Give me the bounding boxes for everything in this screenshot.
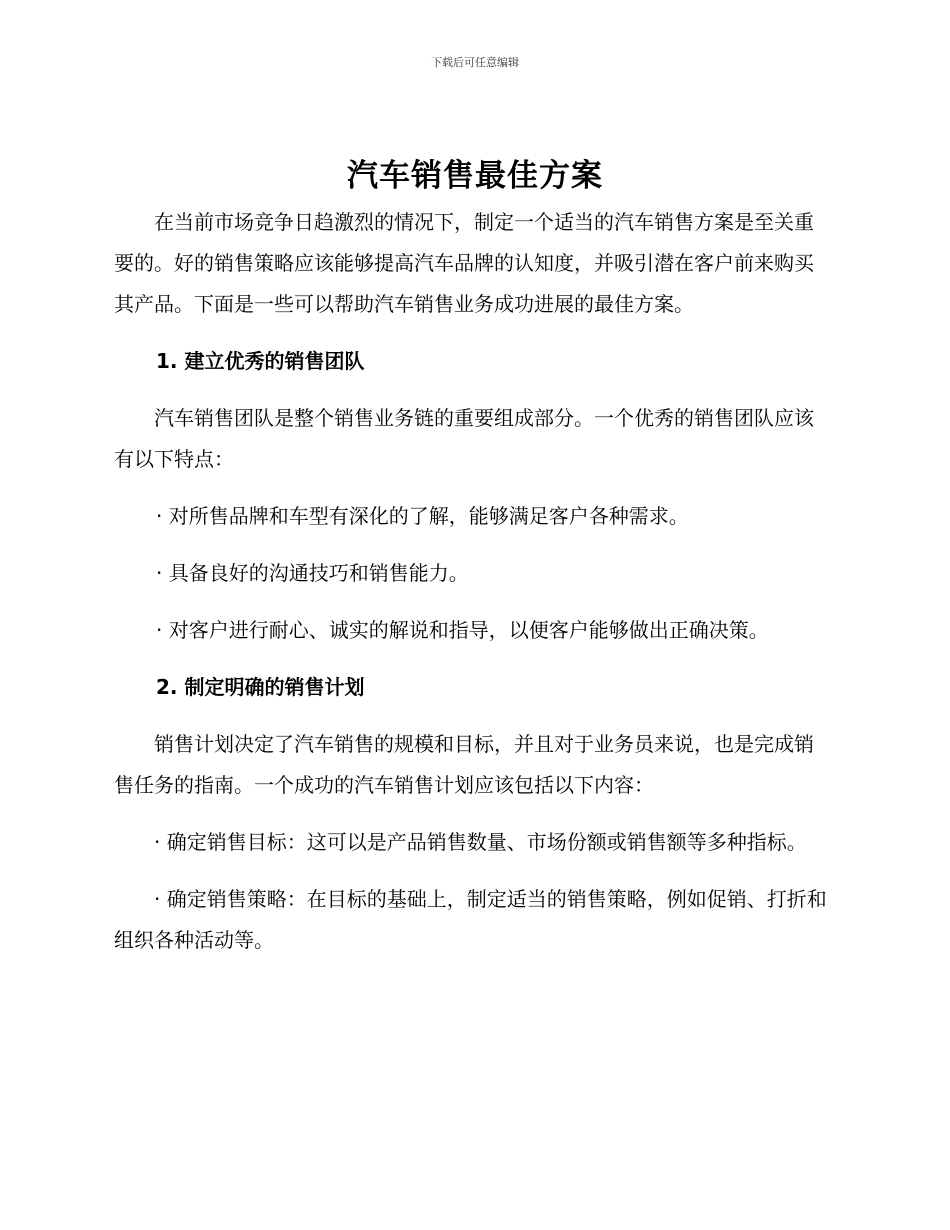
section-1-paragraph: 汽车销售团队是整个销售业务链的重要组成部分。一个优秀的销售团队应该有以下特点：	[114, 406, 814, 471]
document-body	[114, 202, 832, 961]
section-1-bullet-2: · 具备良好的沟通技巧和销售能力。	[156, 561, 469, 585]
section-2-paragraph: 销售计划决定了汽车销售的规模和目标，并且对于业务员来说，也是完成销售任务的指南。一个成功的汽车销售计划应该包括以下内容：	[114, 732, 814, 797]
section-2-bullet-2: · 确定销售策略：在目标的基础上，制定适当的销售策略，例如促销、打折和组织各种活动等。	[114, 887, 827, 952]
section-1-bullet-3: · 对客户进行耐心、诚实的解说和指导，以便客户能够做出正确决策。	[156, 618, 769, 642]
section-1-bullet-1: · 对所售品牌和车型有深化的了解，能够满足客户各种需求。	[156, 504, 689, 528]
section-2-bullet-1: · 确定销售目标：这可以是产品销售数量、市场份额或销售额等多种指标。	[154, 830, 807, 854]
page-title: 汽车销售最佳方案	[347, 158, 603, 194]
header-note: 下载后可任意编辑	[431, 56, 519, 69]
section-1-heading: 1. 建立优秀的销售团队	[156, 349, 365, 373]
intro-paragraph: 在当前市场竞争日趋激烈的情况下，制定一个适当的汽车销售方案是至关重要的。好的销售策略应该能够提高汽车品牌的认知度，并吸引潜在客户前来购买其产品。下面是一些可以帮助汽车销售业务成功进展的最佳方案。	[114, 210, 814, 316]
section-2-heading: 2. 制定明确的销售计划	[156, 675, 365, 699]
